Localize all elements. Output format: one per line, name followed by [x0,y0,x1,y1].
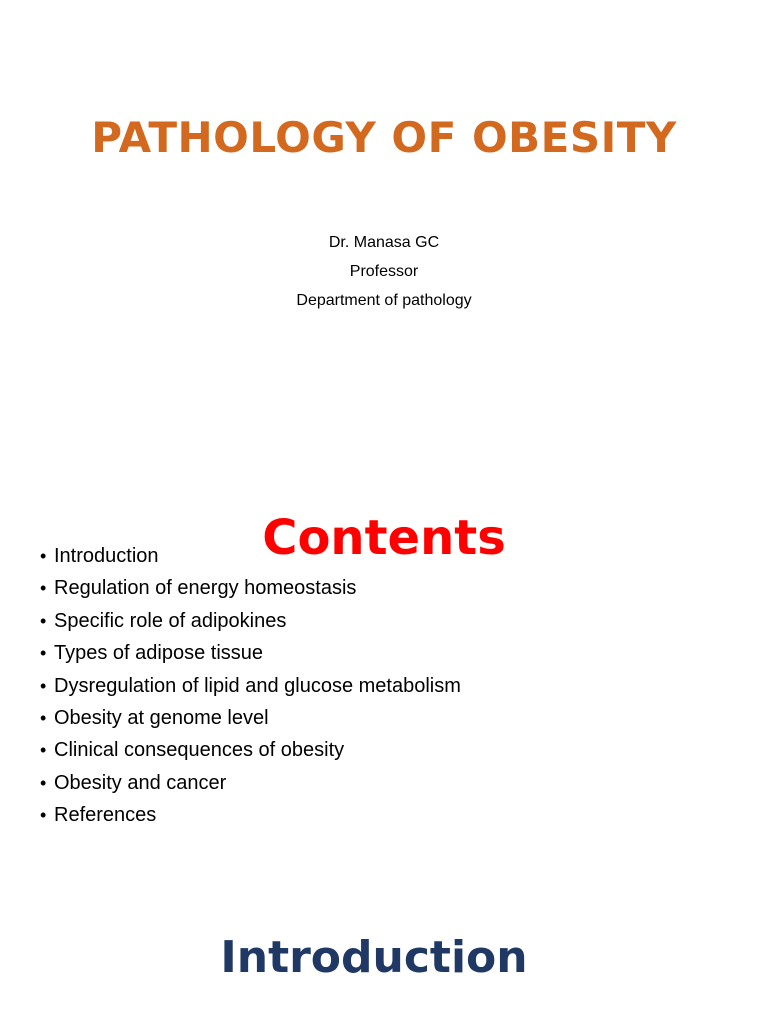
author-department: Department of pathology [296,292,472,309]
contents-item [40,799,461,831]
contents-item [40,572,461,604]
contents-item-label: Obesity and cancer [54,771,227,794]
author-name: Dr. Manasa GC [328,234,440,251]
document-title: PATHOLOGY OF OBESITY [91,113,677,163]
bullet-icon: • [40,546,47,566]
contents-item [40,767,461,799]
bullet-icon: • [40,675,47,696]
contents-item [40,702,461,734]
contents-item-label: References [54,804,157,827]
author-role: Professor [349,263,419,280]
contents-item-label: Obesity at genome level [54,707,269,730]
contents-item [40,540,461,572]
contents-item-label: Clinical consequences of obesity [54,739,345,762]
bullet-icon: • [40,610,47,631]
bullet-icon: • [40,740,47,761]
contents-item-label: Specific role of adipokines [54,609,287,632]
contents-item [40,670,461,702]
author-block [0,228,768,315]
bullet-icon: • [40,772,47,793]
bullet-icon: • [40,643,47,664]
bullet-icon: • [40,578,47,599]
contents-item [40,605,461,637]
contents-heading: Contents [262,509,506,566]
contents-item [40,637,461,669]
bullet-icon: • [40,708,47,729]
contents-item-label: Introduction [54,545,159,567]
introduction-heading: Introduction [220,931,528,983]
contents-item-label: Regulation of energy homeostasis [54,577,357,600]
contents-list [40,540,461,832]
contents-item [40,734,461,766]
contents-item-label: Dysregulation of lipid and glucose metabolism [54,674,461,697]
bullet-icon: • [40,805,47,826]
contents-item-label: Types of adipose tissue [54,642,264,665]
